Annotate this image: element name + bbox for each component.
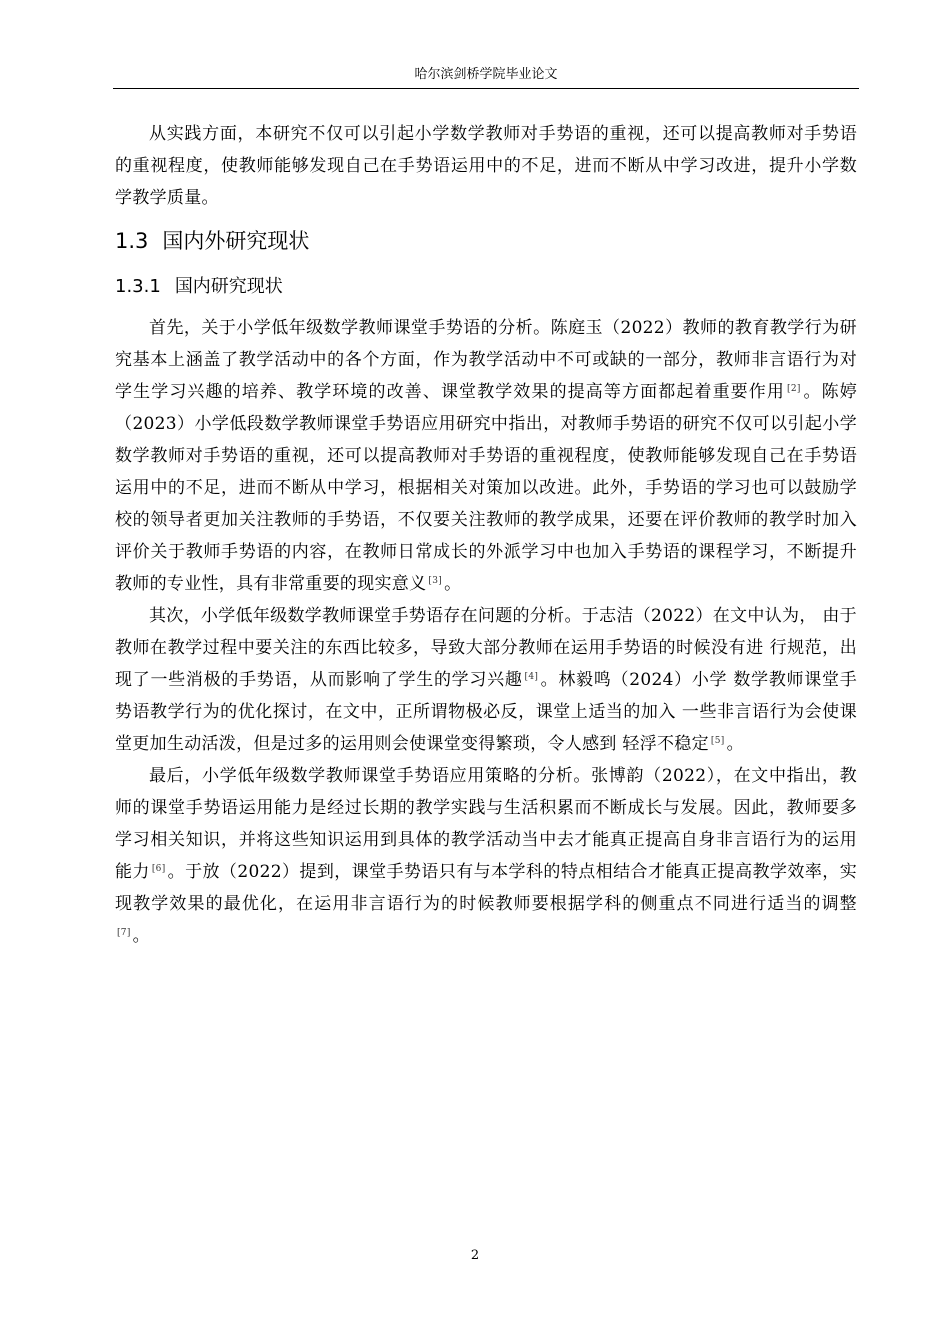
paragraph-text: 首先，关于小学低年级数学教师课堂手势语的分析。陈庭玉（2022）教师的教育教学行为研究基本上涵盖了教学活动中的各个方面，作为教学活动中不可或缺的一部分，教师非言语行为对学生学习兴趣的培养、教学环境的改善、课堂教学效果的提高等方面都起着重要作用 bbox=[115, 318, 857, 402]
paragraph-text: 。陈婷（2023）小学低段数学教师课堂手势语应用研究中指出，对教师手势语的研究不仅可以引起小学数学教师对手势语的重视，还可以提高教师对手势语的重视程度，使教师能够发现自己在手势语运用中的不足，进而不断从中学习，根据相关对策加以改进。此外，手势语的学习也可以鼓励学校的领导者更加关注教师的手势语，不仅要关注教师的教学成果，还要在评价教师的教学时加入评价关于教师手势语的内容，在教师日常成长的外派学习中也加入手势语的课程学习，不断提升教师的专业性，具有非常重要的现实意义 bbox=[115, 382, 857, 594]
citation: [4] bbox=[524, 672, 539, 682]
paragraph-text: 其次，小学低年级数学教师课堂手势语存在问题的分析。于志洁（2022）在文中认为， 由于教师在教学过程中要关注的东西比较多，导致大部分教师在运用手势语的时候没有进 行规范，出现了一些消极的手势语，从而影响了学生的学习兴趣 bbox=[115, 606, 857, 690]
paragraph-text: 。林毅鸣（2024）小学 数学教师课堂手势语教学行为的优化探讨，在文中，正所谓物极必反，课堂上适当的加入 一些非言语行为会使课堂更加生动活泼，但是过多的运用则会使课堂变得繁琐，令人感到 轻浮不稳定 bbox=[115, 670, 857, 754]
citation: [2] bbox=[787, 384, 801, 394]
paragraph-text: 最后，小学低年级数学教师课堂手势语应用策略的分析。张博韵（2022），在文中指出，教师的课堂手势语运用能力是经过长期的教学实践与生活积累而不断成长与发展。因此，教师要多学习相关知识，并将这些知识运用到具体的教学活动当中去才能真正提高自身非言语行为的运用能力 bbox=[115, 766, 857, 882]
citation: [5] bbox=[710, 736, 725, 746]
citation: [3] bbox=[428, 576, 443, 586]
paragraph-text: 。 bbox=[444, 574, 462, 594]
citation: [6] bbox=[151, 864, 166, 874]
subsection-title: 国内研究现状 bbox=[174, 276, 283, 297]
paragraph-first bbox=[115, 312, 857, 600]
paragraph-text: 。 bbox=[132, 926, 150, 946]
paragraph-third bbox=[115, 760, 857, 952]
citation: [7] bbox=[117, 928, 131, 938]
page-number: 2 bbox=[470, 1248, 480, 1263]
running-header: 哈尔滨剑桥学院毕业论文 bbox=[414, 67, 558, 82]
section-title: 国内外研究现状 bbox=[162, 229, 310, 253]
subsection-number: 1.3.1 bbox=[115, 276, 161, 297]
header-rule bbox=[113, 88, 859, 89]
paragraph-text: 。于放（2022）提到，课堂手势语只有与本学科的特点相结合才能真正提高教学效率，实现教学效果的最优化，在运用非言语行为的时候教师要根据学科的侧重点不同进行适当的调整 bbox=[115, 862, 857, 914]
body-content bbox=[115, 118, 857, 952]
paragraph-text: 。 bbox=[726, 734, 744, 754]
section-number: 1.3 bbox=[115, 229, 149, 253]
paragraph-second bbox=[115, 600, 857, 760]
section-heading bbox=[115, 218, 857, 264]
intro-paragraph: 从实践方面，本研究不仅可以引起小学数学教师对手势语的重视，还可以提高教师对手势语的重视程度，使教师能够发现自己在手势语运用中的不足，进而不断从中学习改进，提升小学数学教学质量。 bbox=[115, 124, 857, 208]
subsection-heading bbox=[115, 264, 857, 310]
